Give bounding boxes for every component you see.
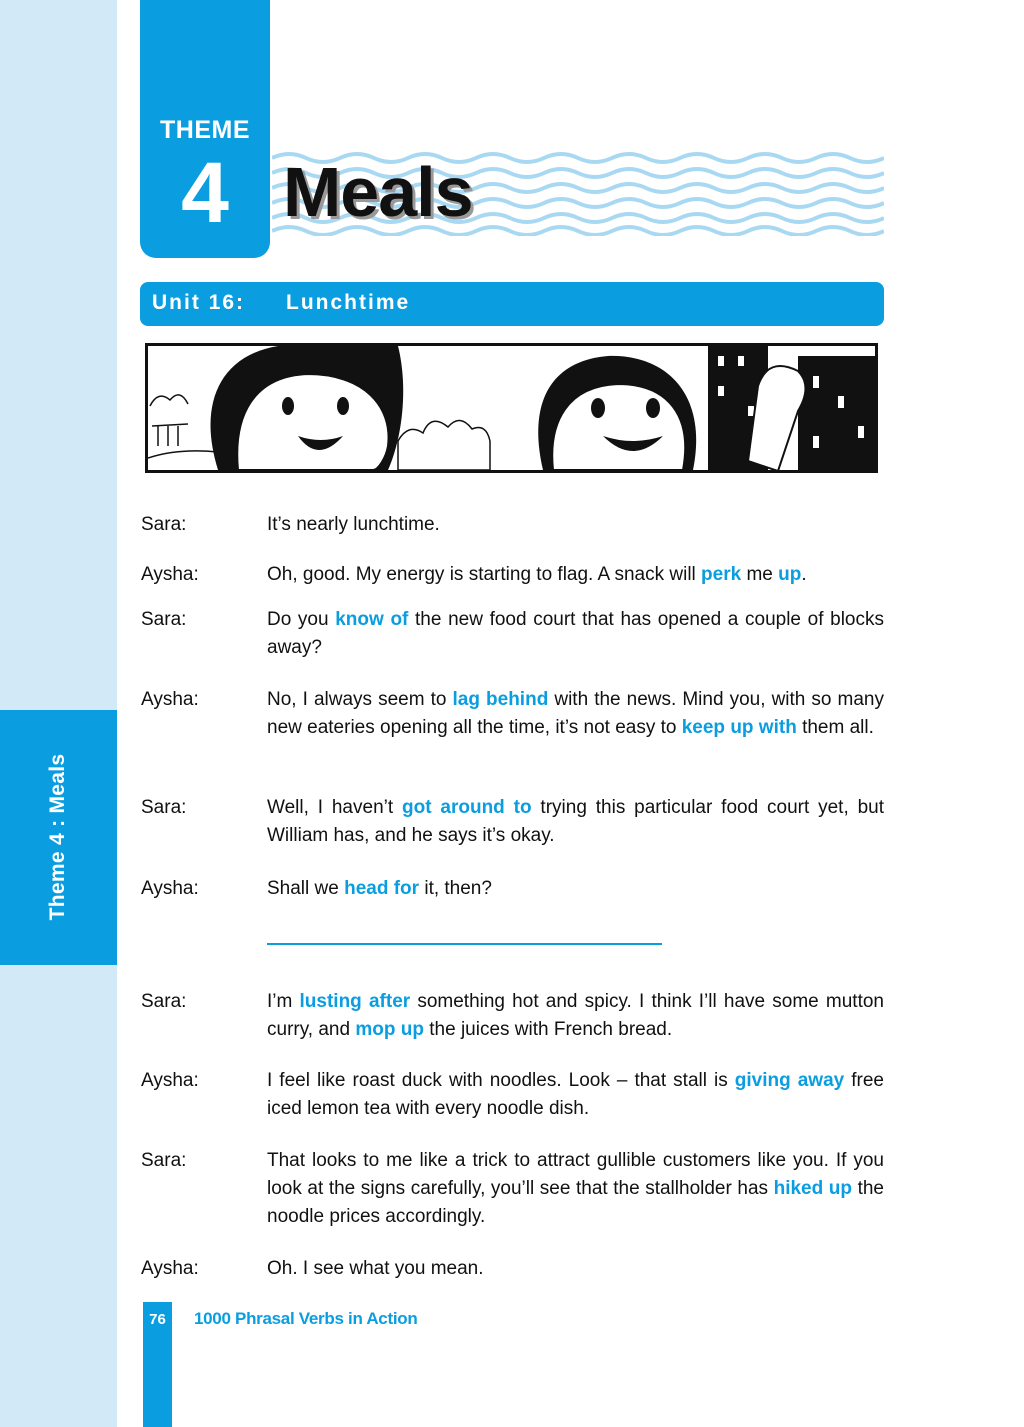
dialogue-text: trying this particular food court yet, but William has, and he says it’s okay. [267, 797, 884, 846]
dialogue-text: the noodle prices accordingly. [267, 1178, 884, 1227]
side-tab-label: Theme 4 : Meals [46, 753, 69, 921]
speaker-name: Sara: [141, 1150, 187, 1171]
phrasal-verb: lusting after [299, 991, 411, 1012]
dialogue-text: the juices with French bread. [423, 1019, 673, 1040]
dialogue-line [267, 1147, 884, 1231]
comic-drawing [148, 346, 875, 470]
dialogue-text: something hot and spicy. I think I’ll have some mutton curry, and [267, 991, 885, 1040]
dialogue-text: Shall we [267, 878, 345, 899]
phrasal-verb: head for [344, 878, 420, 899]
dialogue-text: I feel like roast duck with noodles. Look – that stall is [267, 1070, 735, 1091]
phrasal-verb: perk [701, 564, 742, 585]
phrasal-verb: got around to [402, 797, 532, 818]
section-divider [267, 943, 662, 945]
speaker-name: Sara: [141, 797, 187, 818]
phrasal-verb: know of [335, 609, 409, 630]
dialogue-line [267, 686, 884, 742]
dialogue-text: Oh, good. My energy is starting to flag. A snack will [267, 564, 702, 585]
dialogue-line [267, 561, 884, 589]
dialogue-line [267, 606, 884, 662]
dialogue-text: with the news. Mind you, with so many new eateries opening all the time, it’s not easy to [267, 689, 884, 738]
dialogue-text: Well, I haven’t [267, 797, 402, 818]
page-number: 76 [149, 1311, 166, 1328]
dialogue-text: No, I always seem to [267, 689, 453, 710]
theme-number: 4 [181, 145, 229, 241]
phrasal-verb: keep up with [681, 717, 797, 738]
dialogue-line [267, 511, 884, 539]
unit-header [140, 282, 884, 326]
speaker-name: Sara: [141, 514, 187, 535]
dialogue-text: I’m [267, 991, 300, 1012]
speaker-name: Aysha: [141, 878, 199, 899]
dialogue-line [267, 1255, 884, 1283]
speaker-name: Sara: [141, 609, 187, 630]
phrasal-verb: up [778, 564, 802, 585]
dialogue-text: me [741, 564, 779, 585]
dialogue-text: free iced lemon tea with every noodle dish. [267, 1070, 884, 1119]
speaker-name: Aysha: [141, 564, 199, 585]
dialogue-text: It’s nearly lunchtime. [267, 514, 440, 535]
unit-label: Unit 16: [152, 291, 246, 314]
dialogue-text: it, then? [419, 878, 492, 899]
dialogue-line [267, 875, 884, 903]
phrasal-verb: giving away [734, 1070, 845, 1091]
phrasal-verb: lag behind [452, 689, 549, 710]
dialogue-line [267, 794, 884, 850]
phrasal-verb: hiked up [773, 1178, 852, 1199]
theme-word: THEME [160, 116, 250, 144]
comic-illustration [145, 343, 878, 473]
dialogue-text: Do you [267, 609, 336, 630]
speaker-name: Aysha: [141, 1070, 199, 1091]
speaker-name: Sara: [141, 991, 187, 1012]
book-title: 1000 Phrasal Verbs in Action [194, 1309, 418, 1328]
dialogue-text: them all. [796, 717, 874, 738]
speaker-name: Aysha: [141, 689, 199, 710]
theme-badge [140, 0, 270, 258]
dialogue-text: That looks to me like a trick to attract gullible customers like you. If you look at the signs carefully, you’ll see that the stallholder has [267, 1150, 884, 1199]
dialogue-text: the new food court that has opened a couple of blocks away? [267, 609, 884, 658]
speaker-name: Aysha: [141, 1258, 199, 1279]
unit-title: Lunchtime [286, 291, 411, 314]
theme-title: Meals [283, 153, 473, 231]
phrasal-verb: mop up [355, 1019, 424, 1040]
dialogue-text: . [801, 564, 807, 585]
dialogue-text: Oh. I see what you mean. [267, 1258, 484, 1279]
dialogue-line [267, 988, 884, 1044]
dialogue-line [267, 1067, 884, 1123]
